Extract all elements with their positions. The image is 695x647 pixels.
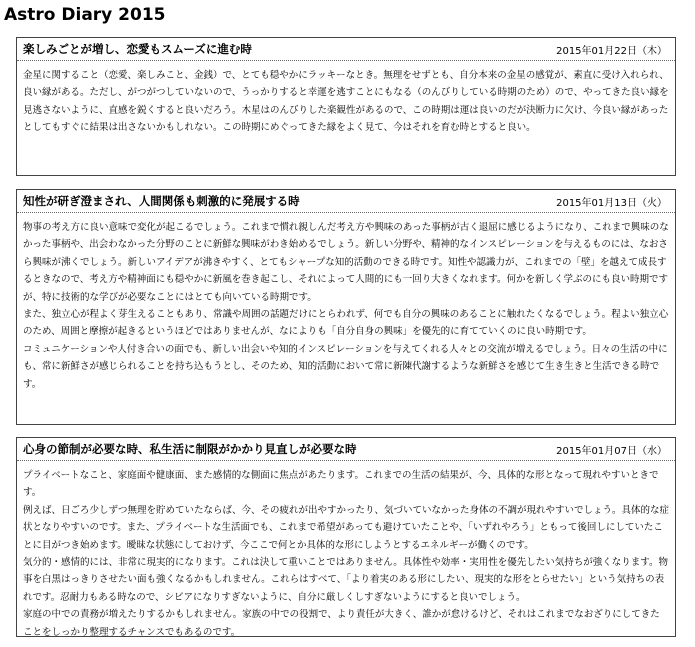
entry-title-link[interactable]: 楽しみごとが増し、恋愛もスムーズに進む時	[23, 42, 252, 56]
entry-paragraph: また、独立心が程よく芽生えることもあり、常識や周囲の話題だけにとらわれず、何でも自分の興味のあることに触れたくなるでしょう。程よい独立心のため、周囲と摩擦が起きるというほどではありませんが、なによりも「自分自身の興味」を優先的に育てていくのに良い時期です。	[23, 309, 669, 338]
entry-title-link[interactable]: 心身の節制が必要な時、私生活に制限がかかり見直しが必要な時	[23, 442, 357, 456]
entry-body	[17, 61, 675, 143]
entry-date: 2015年01月07日（水）	[556, 446, 667, 457]
entry-paragraph: 例えば、日ごろ少しずつ無理を貯めていたならば、今、その疲れが出やすかったり、気づいていなかった身体の不調が現れやすいでしょう。具体的な症状となりやすいのです。また、プライベートな生活面でも、これまで希望があっても避けていたことや、「いずれやろう」ともって後回しにしていたことに目がつき始めます。曖昧な状態にしておけず、今ここで何とか具体的な形にしようとするエネルギーが働くのです。	[23, 504, 670, 551]
entry-date: 2015年01月13日（火）	[556, 198, 667, 209]
entry-paragraph: プライベートなこと、家庭面や健康面、また感情的な側面に焦点があたります。これまでの生活の結果が、今、具体的な形となって現れやすいときです。	[23, 470, 659, 499]
entry-title-link[interactable]: 知性が研ぎ澄まされ、人間関係も刺激的に発展する時	[23, 194, 300, 208]
entry-body	[17, 461, 675, 647]
diary-entry-3	[16, 437, 676, 637]
entry-paragraph: 気分的・感情的には、非常に現実的になります。これは決して重いことではありません。具体性や効率・実用性を優先したい気持ちが強くなります。物事を白黒はっきりさせたい面も強くなるかもしれません。これらはすべて、「より着実のある形にしたい、現実的な形をとらせたい」という気持ちの表れです。忍耐力もある時なので、シビアになりすぎないように、自分に厳しくしすぎないようにすると良いでしょう。	[23, 557, 669, 603]
entry-body	[17, 213, 675, 399]
entry-date: 2015年01月22日（木）	[556, 46, 667, 57]
diary-entry-1	[16, 37, 676, 176]
entry-header	[17, 190, 675, 213]
site-title[interactable]: Astro Diary 2015	[4, 5, 166, 25]
entry-paragraph: 家庭の中での責務が増えたりするかもしれません。家族の中での役割で、より責任が大きく、誰かが怠けるけど、それはこれまでなおざりにしてきたことをしっかり整理するチャンスでもあるのです。	[23, 609, 660, 638]
entry-paragraph: コミュニケーションや人付き合いの面でも、新しい出会いや知的インスピレーションを与えてくれる人々との交流が増えるでしょう。日々の生活の中にも、常に新鮮さが感じられることを持ち込もうとし、そのため、知的活動において常に新陳代謝するような新鮮さを感じて生き生きと生活できる時です。	[23, 343, 668, 390]
entry-header	[17, 38, 675, 61]
entry-paragraph: 物事の考え方に良い意味で変化が起こるでしょう。これまで慣れ親しんだ考え方や興味のあった事柄が古く退屈に感じるようになり、これまで興味のなかった事柄や、出会わなかった分野のことに新鮮な興味がわき始めるでしょう。新しい分野や、精神的なインスピレーションを与えるものには、なおさら興味が沸くでしょう。新しいアイデアが沸きやすく、とてもシャープな知的活動のできる時です。知性や認識力が、これまでの「壁」を越えて成長するときなので、考え方や精神面にも穏やかに新風を巻き起こし、それによって人間的にも一回り大きくなれます。何かを新しく学ぶのにも良い時期ですが、特に技術的な学びが必要なことにはとても向いている時期です。	[23, 222, 669, 303]
entry-paragraph: 金星に関すること（恋愛、楽しみこと、金銭）で、とても穏やかにラッキーなとき。無理をせずとも、自分本来の金星の感覚が、素直に受け入れられ、良い縁がある。ただし、がつがつしていないので、うっかりすると幸運を逃すことにもなる（のんびりしている時期のため）ので、やってきた良い縁を見逃さないように、直感を鋭くすると良いだろう。木星はのんびりした楽観性があるので、この時期は運は良いのだが決断力に欠け、今良い縁があったとしてもすぐに結果は出さないかもしれない。この時期にめぐってきた縁をよく見て、今はそれを育む時とすると良い。	[23, 70, 669, 134]
entry-header	[17, 438, 675, 461]
diary-entry-2	[16, 189, 676, 425]
